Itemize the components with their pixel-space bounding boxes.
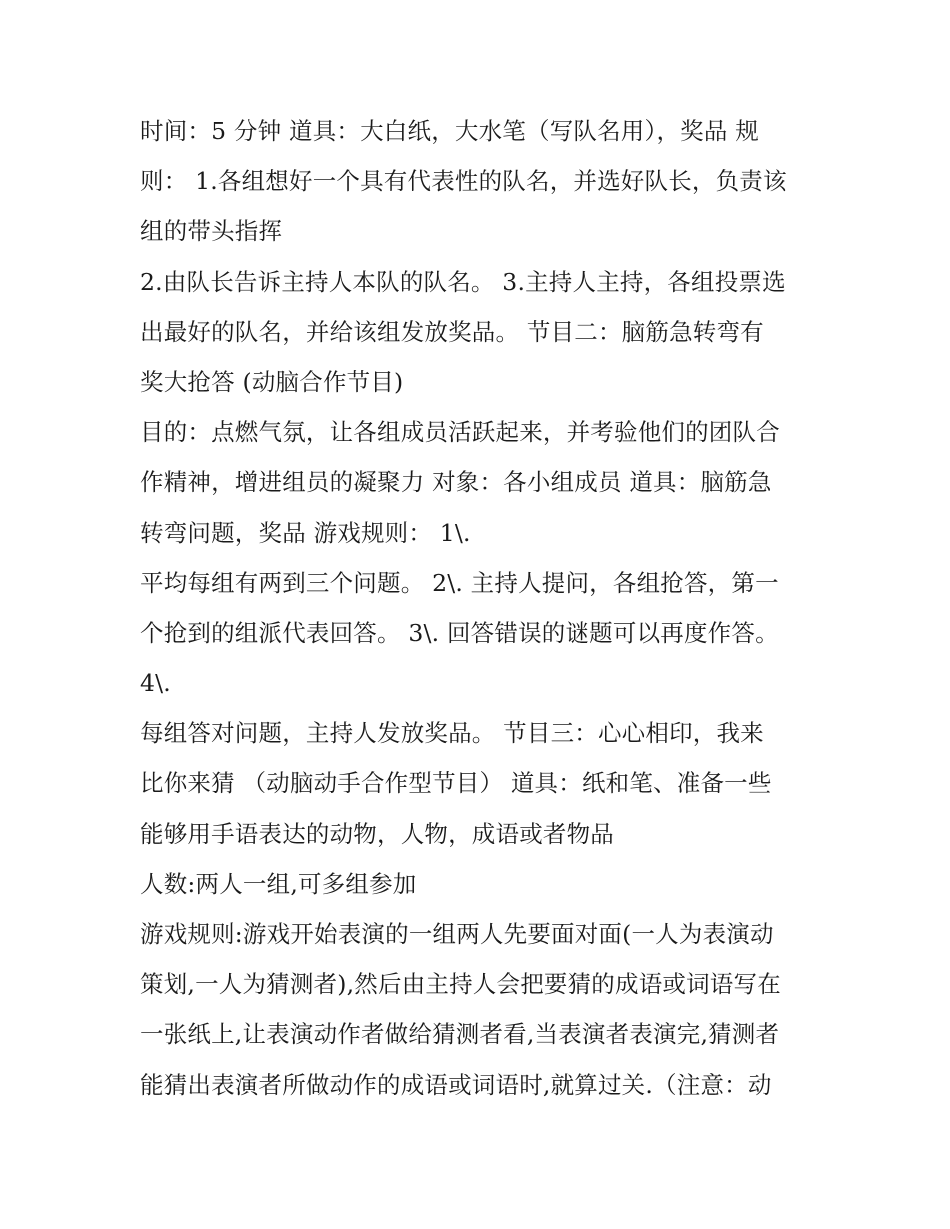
text-line-6: 奖大抢答 (动脑合作节目) [140, 367, 404, 396]
text-line-11: 个抢到的组派代表回答。 3\. 回答错误的谜题可以再度作答。 [140, 618, 779, 647]
text-line-13: 每组答对问题，主持人发放奖品。 节目三：心心相印，我来 [140, 719, 764, 748]
text-line-2: 则： 1.各组想好一个具有代表性的队名，并选好队长，负责该 [140, 167, 787, 196]
text-line-16: 人数:两人一组,可多组参加 [140, 869, 417, 898]
text-line-4: 2.由队长告诉主持人本队的队名。 3.主持人主持，各组投票选 [140, 267, 786, 296]
text-line-1: 时间：5 分钟 道具：大白纸，大水笔（写队名用），奖品 规 [140, 117, 759, 145]
text-line-10: 平均每组有两到三个问题。 2\. 主持人提问，各组抢答，第一 [140, 568, 779, 597]
text-line-3: 组的带头指挥 [140, 217, 283, 246]
text-line-17: 游戏规则:游戏开始表演的一组两人先要面对面(一人为表演动 [140, 920, 774, 948]
document-body [140, 106, 815, 1110]
text-line-19: 一张纸上,让表演动作者做给猜测者看,当表演者表演完,猜测者 [140, 1020, 780, 1049]
text-line-12: 4\. [140, 669, 171, 698]
text-line-15: 能够用手语表达的动物，人物，成语或者物品 [140, 819, 614, 848]
text-line-14: 比你来猜 （动脑动手合作型节目） 道具：纸和笔、准备一些 [140, 769, 772, 798]
text-line-9: 转弯问题，奖品 游戏规则： 1\. [140, 518, 471, 547]
text-line-7: 目的：点燃气氛，让各组成员活跃起来，并考验他们的团队合 [140, 418, 780, 447]
text-line-18: 策划,一人为猜测者),然后由主持人会把要猜的成语或词语写在 [140, 970, 781, 999]
text-line-8: 作精神，增进组员的凝聚力 对象：各小组成员 道具：脑筋急 [140, 468, 772, 497]
text-line-5: 出最好的队名，并给该组发放奖品。 节目二：脑筋急转弯有 [140, 317, 764, 346]
text-line-20: 能猜出表演者所做动作的成语或词语时,就算过关.（注意：动 [140, 1070, 772, 1099]
